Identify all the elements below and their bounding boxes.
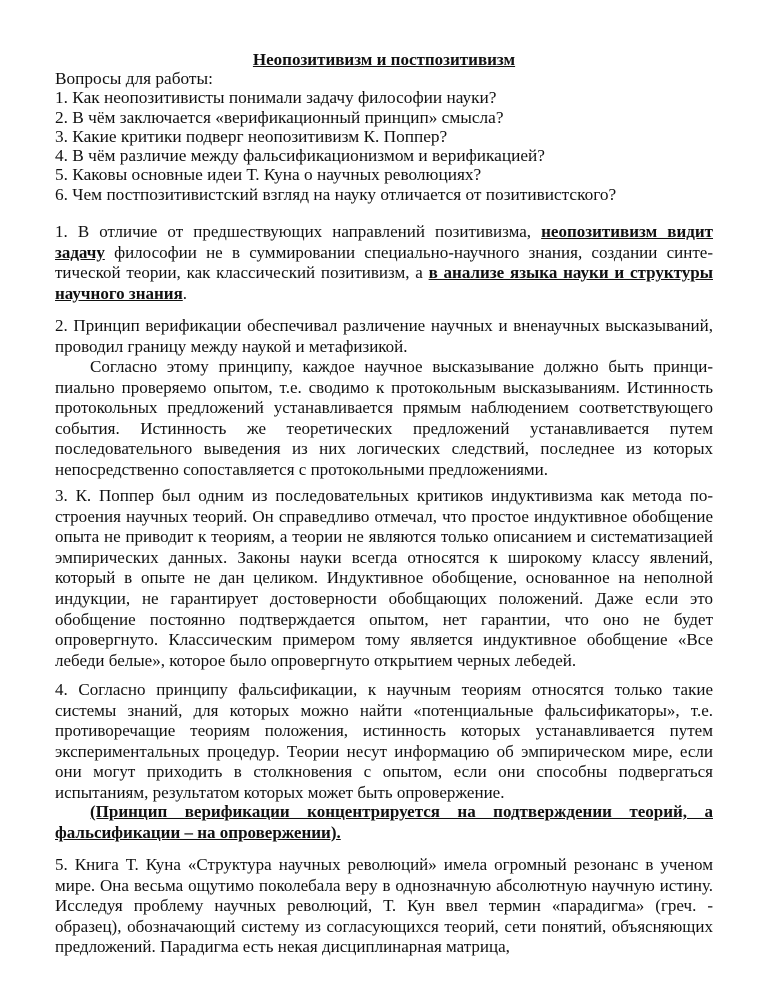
document-title: Неопозитивизм и постпозитивизм [252,50,516,69]
answer-1-emphasis: неопозитивизм видит задачу [55,222,713,262]
answer-1-text: философии не в суммировании специально-научного знания, создании синтетической теории, как классический позитивизм, а [55,242,713,283]
question-item: 5. Каковы основные идеи Т. Куна о научных революциях? [55,165,482,185]
answer-1-text: . [182,283,188,303]
question-item: 3. Какие критики подверг неопозитивизм К. Поппер? [55,126,448,146]
answer-5-paragraph: 5. Книга Т. Куна «Структура научных революций» имела огромный резонанс в ученом мире. Она весьма ощутимо поколебала веру в однозначную абсолютную научную истину. Исследуя проблему научных революций, Т. Кун ввел термин «парадигма» (греч. - образец), обозначающий систему из согласующихся теорий, сети понятий, объясняющих предложений. Парадигма есть некая дисциплинарная матрица, [55,855,713,957]
question-item: 4. В чём различие между фальсификационизмом и верификацией? [55,146,545,166]
answer-2-paragraph: 2. Принцип верификации обеспечивал различение научных и вненаучных высказываний, проводил границу между наукой и метафизикой. [55,316,713,356]
answer-3-paragraph: 3. К. Поппер был одним из последовательных критиков индуктивизма как метода построения научных теорий. Он справедливо отмечал, что простое индуктивное обобщение опыта не приводит к теориям, а теории не являются только описанием и систематизацией эмпирических данных. Законы науки всегда относятся к широкому классу явлений, который в опыте не дан целиком. Индуктивное обобщение, основанное на неполной индукции, не гарантирует достоверности обобщающих положений. Даже если это обобщение постоянно подтверждается опытом, нет гарантии, что оно не будет опровергнуто. Классическим примером тому является индуктивное обобщение «Все лебеди белые», которое было опровергнуто открытием черных лебедей. [55,486,713,670]
question-item: 2. В чём заключается «верификационный принцип» смысла? [55,107,504,127]
questions-header: Вопросы для работы: [55,69,213,88]
question-item: 6. Чем постпозитивистский взгляд на науку отличается от позитивистского? [55,184,617,204]
question-item: 1. Как неопозитивисты понимали задачу философии науки? [55,88,497,108]
answer-4-emphasis: (Принцип верификации концентрируется на подтверждении теорий, а фальсификации – на опровержении). [55,802,713,842]
answer-1-paragraph [55,222,713,304]
questions-list [55,69,713,204]
answer-1-emphasis: в анализе языка науки и структуры научного знания [55,263,713,303]
answer-1-text: 1. В отличие от предшествующих направлений позитивизма, [55,222,542,241]
answer-4-paragraph: 4. Согласно принципу фальсификации, к научным теориям относятся только такие системы знаний, для которых можно найти «потенциальные фальсификаторы», т.е. противоречащие теориям положения, истинность которых устанавливается путем экспериментальных процедур. Теории несут информацию об эмпирическом мире, если они могут приходить в столкновения с опытом, если они способны подвергаться испытаниям, результатом которых может быть опровержение. [55,680,713,802]
answer-2-paragraph: Согласно этому принципу, каждое научное высказывание должно быть принципиально проверяемо опытом, т.е. сводимо к протокольным высказываниям. Истинность протокольных предложений устанавливается прямым наблюдением соответствующего события. Истинность же теоретических предложений устанавливается путем последовательного выведения из них логических следствий, последнее из которых непосредственно сопоставляется с протокольными предложениями. [55,357,713,479]
